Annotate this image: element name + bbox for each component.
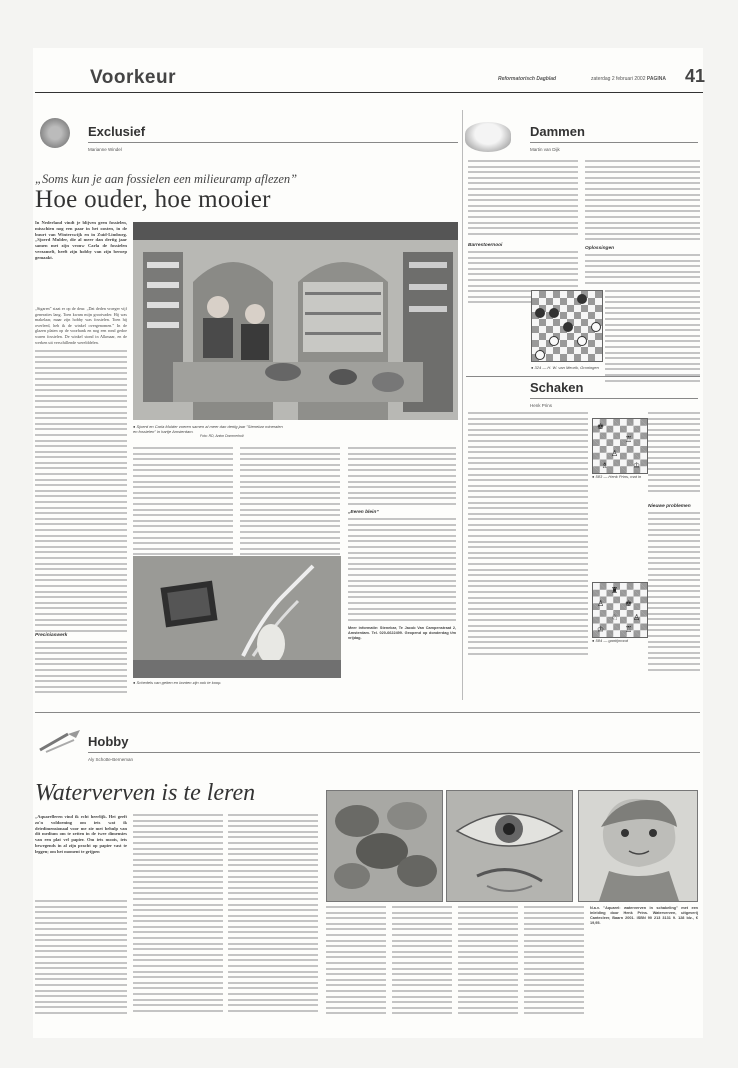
column-divider bbox=[462, 110, 463, 700]
shop-photo-caption: ● Sjoerd en Carla Mulder voeren samen al meer dan dertig jaar "Stenebar mineralen en fossielen" in hartje Amsterdam. bbox=[133, 424, 283, 434]
chess-diagram-2: ♜ ♙ ♚ ♘ ♙ ♔ ♖ bbox=[592, 582, 648, 638]
schaken-text-3 bbox=[648, 512, 700, 682]
skull-photo bbox=[133, 556, 341, 678]
article-body-text-6 bbox=[348, 518, 456, 623]
article-headline: Hoe ouder, hoe mooier bbox=[35, 186, 271, 213]
hobby-text-7 bbox=[524, 906, 584, 1018]
hobby-author: Aly Schotte-Berneman bbox=[88, 757, 134, 762]
chess-diagram-1: ♚ ♖ ♙ ♔ ♗ bbox=[592, 418, 648, 474]
schaken-text-2 bbox=[648, 412, 700, 502]
hobby-text-1 bbox=[35, 900, 127, 1020]
skull-photo-caption: ● Schedels van geiten en bonten zijn ook te koop. bbox=[133, 680, 222, 685]
article-body-text-2 bbox=[35, 641, 127, 699]
dammen-section-title: Dammen bbox=[530, 124, 585, 139]
issue-date: zaterdag 2 februari 2002 PAGINA bbox=[591, 76, 666, 82]
article-subhead-preciniaswerk: Preciniaswerk bbox=[35, 633, 68, 638]
hobby-section-title: Hobby bbox=[88, 734, 129, 749]
page-number: 41 bbox=[685, 66, 706, 86]
dammen-bottom-rule bbox=[466, 376, 700, 377]
section-title: Voorkeur bbox=[90, 67, 177, 88]
shop-photo-credit: Foto: RD, Anton Dommerholt bbox=[200, 434, 244, 438]
exclusief-author: Marianne Windel bbox=[88, 147, 122, 152]
article-kicker: „Soms kun je aan fossielen een milieuramp aflezen” bbox=[35, 172, 298, 186]
watercolor-eye bbox=[446, 790, 573, 902]
schaken-rule bbox=[530, 398, 698, 399]
exclusief-emblem-icon bbox=[40, 118, 70, 148]
hobby-text-6 bbox=[458, 906, 518, 1018]
hobby-text-3 bbox=[228, 814, 318, 1019]
article-lead: In Nederland vindt je blijven geen fossielen, misschien nog een paar in het oosten, in de buurt van Winterswijk en in Zuid-Limburg. „Sjoerd Mulder, die al meer dan dertig jaar samen met zijn vrouw Carla de fossielen verzamelt, heeft zijn hobby van zijn beroep gemaakt. bbox=[35, 220, 127, 260]
hobby-book-info: N.a.v. "Aquarel: waterverven in schakeling" met een inleiding door Henk Prins. Waterverven, uitgeverij Cantecleer, Baarn 2001. ISBN 90 213 3131 9. 128 blz., € 19,95. bbox=[590, 906, 698, 925]
hobby-text-4 bbox=[326, 906, 386, 1018]
dammen-text-3 bbox=[585, 160, 700, 245]
schaken-section-title: Schaken bbox=[530, 380, 584, 395]
watercolor-boy-portrait bbox=[578, 790, 698, 902]
dammen-text-1 bbox=[468, 160, 578, 240]
hobby-top-rule bbox=[35, 712, 700, 713]
watercolor-stones bbox=[326, 790, 443, 902]
hobby-text-5 bbox=[392, 906, 452, 1018]
hobby-text-2 bbox=[133, 814, 223, 1019]
article-body-1: „Sigaren” staat er op de deur. „Dat deden vroeger vijf generaties lang. Toen kwam mijn grootvader. Hij was makelaar, maar zijn hobby was fossielen. Toen hij overleed, heb ik de winkel overgenomen.” In de glazen platen op de voorbank en nog een rond gedoe waren fossielen. De winkel stond in Alkmaar, en de werken uit verschillende werelddelen. bbox=[35, 306, 127, 345]
page-header bbox=[35, 64, 706, 93]
dammen-subhead-barrestoernooi: Barrestoernooi bbox=[468, 243, 503, 248]
chess-diagram-1-caption: ● 583 — Henk Prins, mat in bbox=[592, 474, 642, 479]
article-footer-info: Meer informatie: Stenebar, Te Jacob Van Campenstraat 2, Amsterdam. Tel. 020-6622499. Geopend op donderdag t/m vrijdag. bbox=[348, 626, 456, 640]
hobby-lead: „Aquarelleren vind ik echt heerlijk. Het geeft zo'n voldoening om iets wat ik driedimensionaal voor me zie met behulp van dit medium om te zetten in de twee dimensies van een plat vel papier. Om iets moois, iets bewegends in al zijn pracht op papier vast te leggen; om het moment te grijpen bbox=[35, 814, 127, 854]
draughts-diagram-caption: ● 324 — H. W. van Meurik, Groningen bbox=[531, 365, 599, 370]
exclusief-rule bbox=[88, 142, 458, 143]
article-subhead-eeren-blein: „Eeren blein” bbox=[348, 510, 379, 515]
dammen-author: Martin van Dijk bbox=[530, 147, 560, 152]
dammen-text-4 bbox=[585, 254, 700, 290]
chess-diagram-2-caption: ● 584 — gantijmood bbox=[592, 638, 628, 643]
exclusief-section-title: Exclusief bbox=[88, 124, 146, 139]
schaken-text-1 bbox=[468, 412, 588, 662]
hobby-headline: Waterverven is te leren bbox=[35, 780, 256, 806]
hobby-rule bbox=[88, 752, 700, 753]
publication-name: Reformatorisch Dagblad bbox=[498, 76, 557, 82]
schaken-subhead-nieuwe-problemen: Nieuwe problemen bbox=[648, 504, 691, 509]
article-body-text bbox=[35, 350, 127, 640]
draughts-diagram bbox=[531, 290, 603, 362]
paintbrush-icon bbox=[38, 728, 84, 754]
dammen-rule bbox=[530, 142, 698, 143]
shop-photo bbox=[133, 222, 458, 420]
article-body-text-5 bbox=[348, 447, 456, 507]
dammen-text-5 bbox=[605, 290, 700, 390]
schaken-author: Henk Prins bbox=[530, 403, 553, 408]
draughts-piece-icon bbox=[465, 122, 511, 152]
dammen-subhead-oplossingen: Oplossingen bbox=[585, 246, 615, 251]
